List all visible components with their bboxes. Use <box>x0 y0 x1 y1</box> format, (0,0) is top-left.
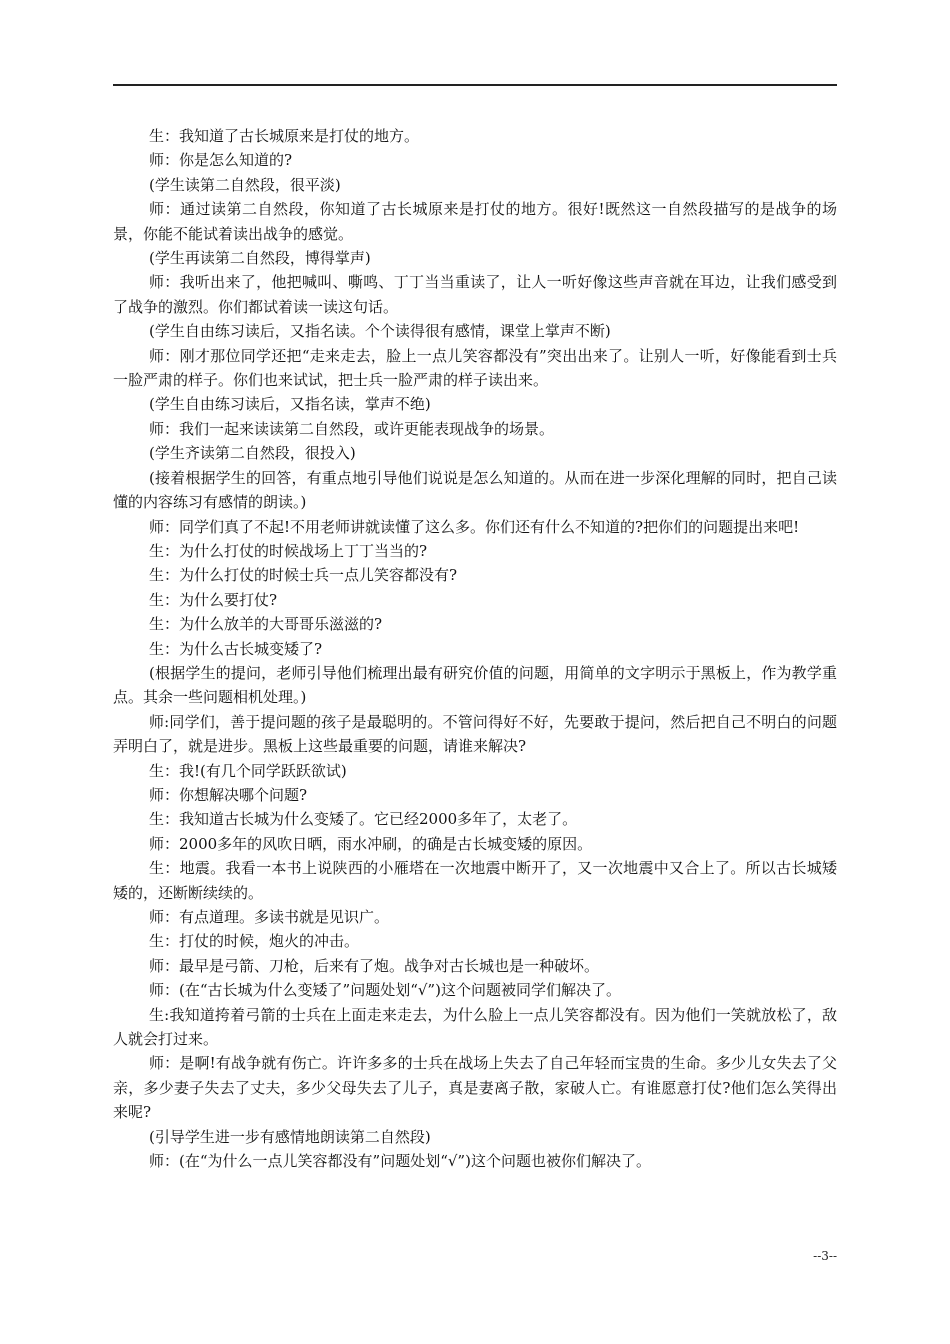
paragraph: 师：最早是弓箭、刀枪，后来有了炮。战争对古长城也是一种破坏。 <box>149 956 600 975</box>
paragraph: 师:同学们，善于提问题的孩子是最聪明的。不管问得好不好，先要敢于提问，然后把自己不明白的问题弄明白了，就是进步。黑板上这些最重要的问题，请谁来解决? <box>113 712 837 756</box>
paragraph: 生：为什么古长城变矮了? <box>149 639 323 658</box>
paragraph: (学生齐读第二自然段，很投入) <box>149 444 356 463</box>
paragraph: 生：我知道了古长城原来是打仗的地方。 <box>149 127 420 145</box>
paragraph: 师：同学们真了不起!不用老师讲就读懂了这么多。你们还有什么不知道的?把你们的问题提出来吧! <box>149 517 800 536</box>
paragraph: 师：刚才那位同学还把“走来走去，脸上一点儿笑容都没有”突出出来了。让别人一听，好像能看到士兵一脸严肃的样子。你们也来试试，把士兵一脸严肃的样子读出来。 <box>113 346 837 390</box>
page-number: --3-- <box>813 1249 837 1263</box>
paragraph: 师：我听出来了，他把喊叫、嘶鸣、丁丁当当重读了，让人一听好像这些声音就在耳边，让我们感受到了战争的激烈。你们都试着读一读这句话。 <box>113 273 837 316</box>
paragraph: 生：为什么打仗的时候战场上丁丁当当的? <box>149 541 428 560</box>
paragraph: 师：你想解决哪个问题? <box>149 785 308 804</box>
paragraph: 生：我!(有几个同学跃跃欲试) <box>149 761 347 780</box>
paragraph: 生：打仗的时候，炮火的冲击。 <box>149 932 360 951</box>
paragraph: (学生自由练习读后，又指名读。个个读得很有感情，课堂上掌声不断) <box>149 322 611 341</box>
paragraph: 师：2000多年的风吹日晒，雨水冲刷，的确是古长城变矮的原因。 <box>149 834 593 853</box>
paragraph: (学生自由练习读后，又指名读，掌声不绝) <box>149 395 431 414</box>
paragraph: 师：(在“为什么一点儿笑容都没有”问题处划“√”)这个问题也被你们解决了。 <box>149 1152 651 1171</box>
paragraph: 生：我知道古长城为什么变矮了。它已经2000多年了，太老了。 <box>149 810 578 829</box>
paragraph: (学生再读第二自然段，博得掌声) <box>149 249 371 268</box>
paragraph: (引导学生进一步有感情地朗读第二自然段) <box>149 1127 431 1146</box>
paragraph: 师：我们一起来读读第二自然段，或许更能表现战争的场景。 <box>149 419 555 438</box>
paragraph: 生：为什么放羊的大哥哥乐滋滋的? <box>149 615 383 634</box>
paragraph: 师：(在“古长城为什么变矮了”问题处划“√”)这个问题被同学们解决了。 <box>149 981 621 1000</box>
header-rule <box>113 84 837 86</box>
paragraph: 师：通过读第二自然段，你知道了古长城原来是打仗的地方。很好!既然这一自然段描写的是战争的场景，你能不能试着读出战争的感觉。 <box>113 200 837 243</box>
paragraph: 生:我知道挎着弓箭的士兵在上面走来走去，为什么脸上一点儿笑容都没有。因为他们一笑就放松了，敌人就会打过来。 <box>113 1005 837 1049</box>
paragraph: (学生读第二自然段，很平淡) <box>149 175 341 194</box>
paragraph: 师：是啊!有战争就有伤亡。许许多多的士兵在战场上失去了自己年轻而宝贵的生命。多少儿女失去了父亲，多少妻子失去了丈夫，多少父母失去了儿子，真是妻离子散，家破人亡。有谁愿意打仗?他们怎么笑得出来呢? <box>113 1054 837 1122</box>
paragraph: 师：有点道理。多读书就是见识广。 <box>149 908 390 926</box>
paragraph: 生：为什么要打仗? <box>149 590 278 609</box>
paragraph: 生：为什么打仗的时候士兵一点儿笑容都没有? <box>149 566 458 585</box>
document-body <box>113 124 837 1173</box>
paragraph: (根据学生的提问，老师引导他们梳理出最有研究价值的问题，用简单的文字明示于黑板上，作为教学重点。其余一些问题相机处理。) <box>113 663 837 707</box>
paragraph: (接着根据学生的回答，有重点地引导他们说说是怎么知道的。从而在进一步深化理解的同时，把自己读懂的内容练习有感情的朗读。) <box>113 468 837 512</box>
paragraph: 师：你是怎么知道的? <box>149 151 293 170</box>
paragraph: 生：地震。我看一本书上说陕西的小雁塔在一次地震中断开了，又一次地震中又合上了。所以古长城矮矮的，还断断续续的。 <box>113 859 837 902</box>
